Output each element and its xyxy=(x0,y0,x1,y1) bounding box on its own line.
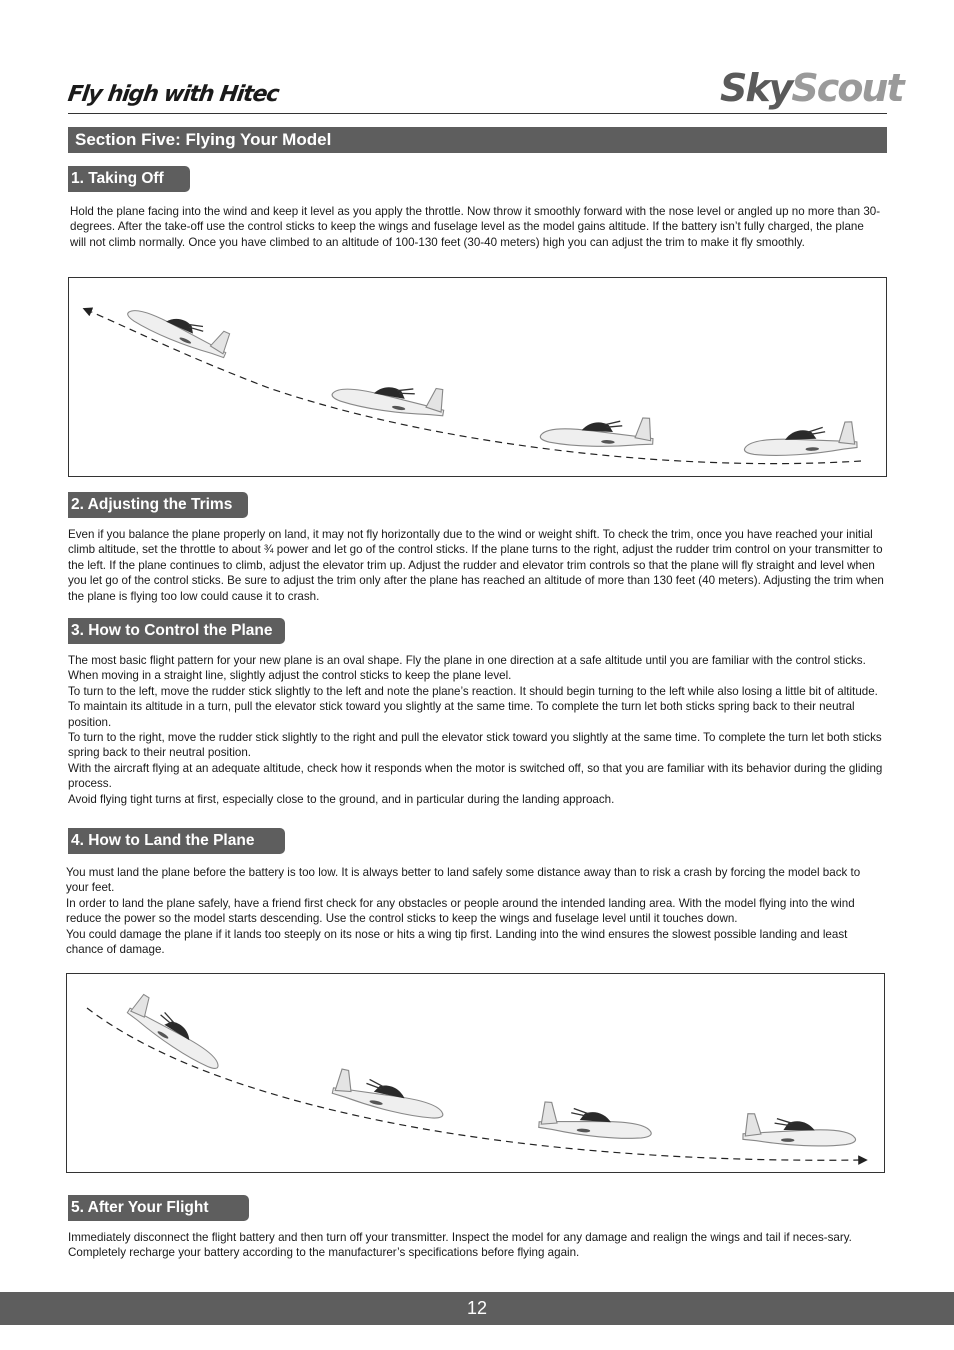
paragraph: The most basic flight pattern for your new plane is an oval shape. Fly the plane in one direction at a safe altitude until you are familiar with the control sticks. When moving in a straight line, slightly adjust the control sticks to keep the plane level. xyxy=(68,654,866,683)
takeoff-diagram xyxy=(68,277,887,477)
paragraph: Avoid flying tight turns at first, especially close to the ground, and in particular during the landing approach. xyxy=(68,792,615,806)
plane-icon xyxy=(331,371,447,421)
section-title-bar: Section Five: Flying Your Model xyxy=(68,127,887,153)
paragraph: To turn to the left, move the rudder stick slightly to the left and note the plane’s reaction. It should begin turning to the left while also losing a little bit of altitude. To maintain its altitude in a turn, pull the elevator stick toward you slightly at the same time. To complete the turn let both sticks spring back to their neutral position. xyxy=(68,684,878,729)
plane-icon xyxy=(538,1102,652,1141)
page-number-bar xyxy=(0,1292,954,1325)
plane-icon xyxy=(125,992,230,1073)
paragraph: To turn to the right, move the rudder stick slightly to the right and pull the elevator stick toward you slightly at the same time. To complete the turn let both sticks spring back to their neutral position. xyxy=(68,731,882,760)
header-tagline: Fly high with Hitec xyxy=(66,82,280,107)
plane-icon xyxy=(540,413,654,450)
subsection-title-taking-off: 1. Taking Off xyxy=(68,166,190,192)
plane-icon xyxy=(744,422,858,457)
subsection-title-adjusting-trims: 2. Adjusting the Trims xyxy=(68,492,248,518)
plane-icon xyxy=(331,1068,448,1122)
paragraph: You must land the plane before the battery is too low. It is always better to land safely some distance away than to risk a crash by forcing the model back to your feet. xyxy=(66,866,861,895)
paragraph: You could damage the plane if it lands too steeply on its nose or hits a wing tip first. Landing into the wind ensures the slowest possible landing and least chance of damage. xyxy=(66,927,848,957)
paragraph: With the aircraft flying at an adequate altitude, check how it responds when the motor is switched off, so that you are familiar with its behavior during the gliding process. xyxy=(68,761,883,791)
sky-scout-logo xyxy=(720,66,903,110)
header-rule xyxy=(68,113,887,114)
takeoff-diagram-svg xyxy=(69,278,886,476)
landing-diagram-svg xyxy=(67,974,884,1172)
flight-path-line xyxy=(87,310,861,464)
adjusting-trims-text xyxy=(68,527,884,604)
logo-word-scout: Scout xyxy=(791,66,903,110)
subsection-title-control-plane: 3. How to Control the Plane xyxy=(68,618,285,644)
plane-icon xyxy=(743,1114,856,1147)
control-plane-text xyxy=(68,653,886,807)
taking-off-text xyxy=(70,204,882,250)
subsection-title-after-flight: 5. After Your Flight xyxy=(68,1195,249,1221)
landing-diagram xyxy=(66,973,885,1173)
paragraph: Immediately disconnect the flight battery and then turn off your transmitter. Inspect the model for any damage and realign the wings and tail if neces-sary. Completely recharge your battery according to the manufacturer’s specifications before flying again. xyxy=(68,1231,852,1260)
paragraph: In order to land the plane safely, have a friend first check for any obstacles or people around the intended landing area. With the model flying into the wind reduce the power so the model starts descending. Use the control sticks to keep the wings and fuselage level until it touches down. xyxy=(66,896,855,926)
paragraph: Even if you balance the plane properly on land, it may not fly horizontally due to the wind or weight shift. To check the trim, once you have reached your initial climb altitude, set the throttle to about ¾ power and let go of the control sticks. If the plane turns to the right, adjust the rudder trim control on your transmitter to the left. If the plane continues to climb, adjust the elevator trim up. Adjust the rudder and elevator trim controls so that the plane will fly straight and level when you let go of the control sticks. Be sure to adjust the trim only after the plane has reached an altitude of more than 130 feet (40 meters). Adjusting the trim when the plane is flying too low could cause it to crash. xyxy=(68,528,884,603)
subsection-title-land-plane: 4. How to Land the Plane xyxy=(68,828,285,854)
page-number: 12 xyxy=(466,1298,488,1318)
logo-word-sky: Sky xyxy=(720,66,792,110)
paragraph: Hold the plane facing into the wind and keep it level as you apply the throttle. Now throw it smoothly forward with the nose level or angled up no more than 30-degrees. After the take-off use the control sticks to keep the wings and fuselage level as the model gains altitude. If the battery isn’t fully charged, the plane will not climb normally. Once you have climbed to an altitude of 100-130 feet (30-40 meters) high you can adjust the trim to make it fly smoothly. xyxy=(70,205,881,249)
after-flight-text xyxy=(68,1230,874,1261)
land-plane-text xyxy=(66,865,874,957)
